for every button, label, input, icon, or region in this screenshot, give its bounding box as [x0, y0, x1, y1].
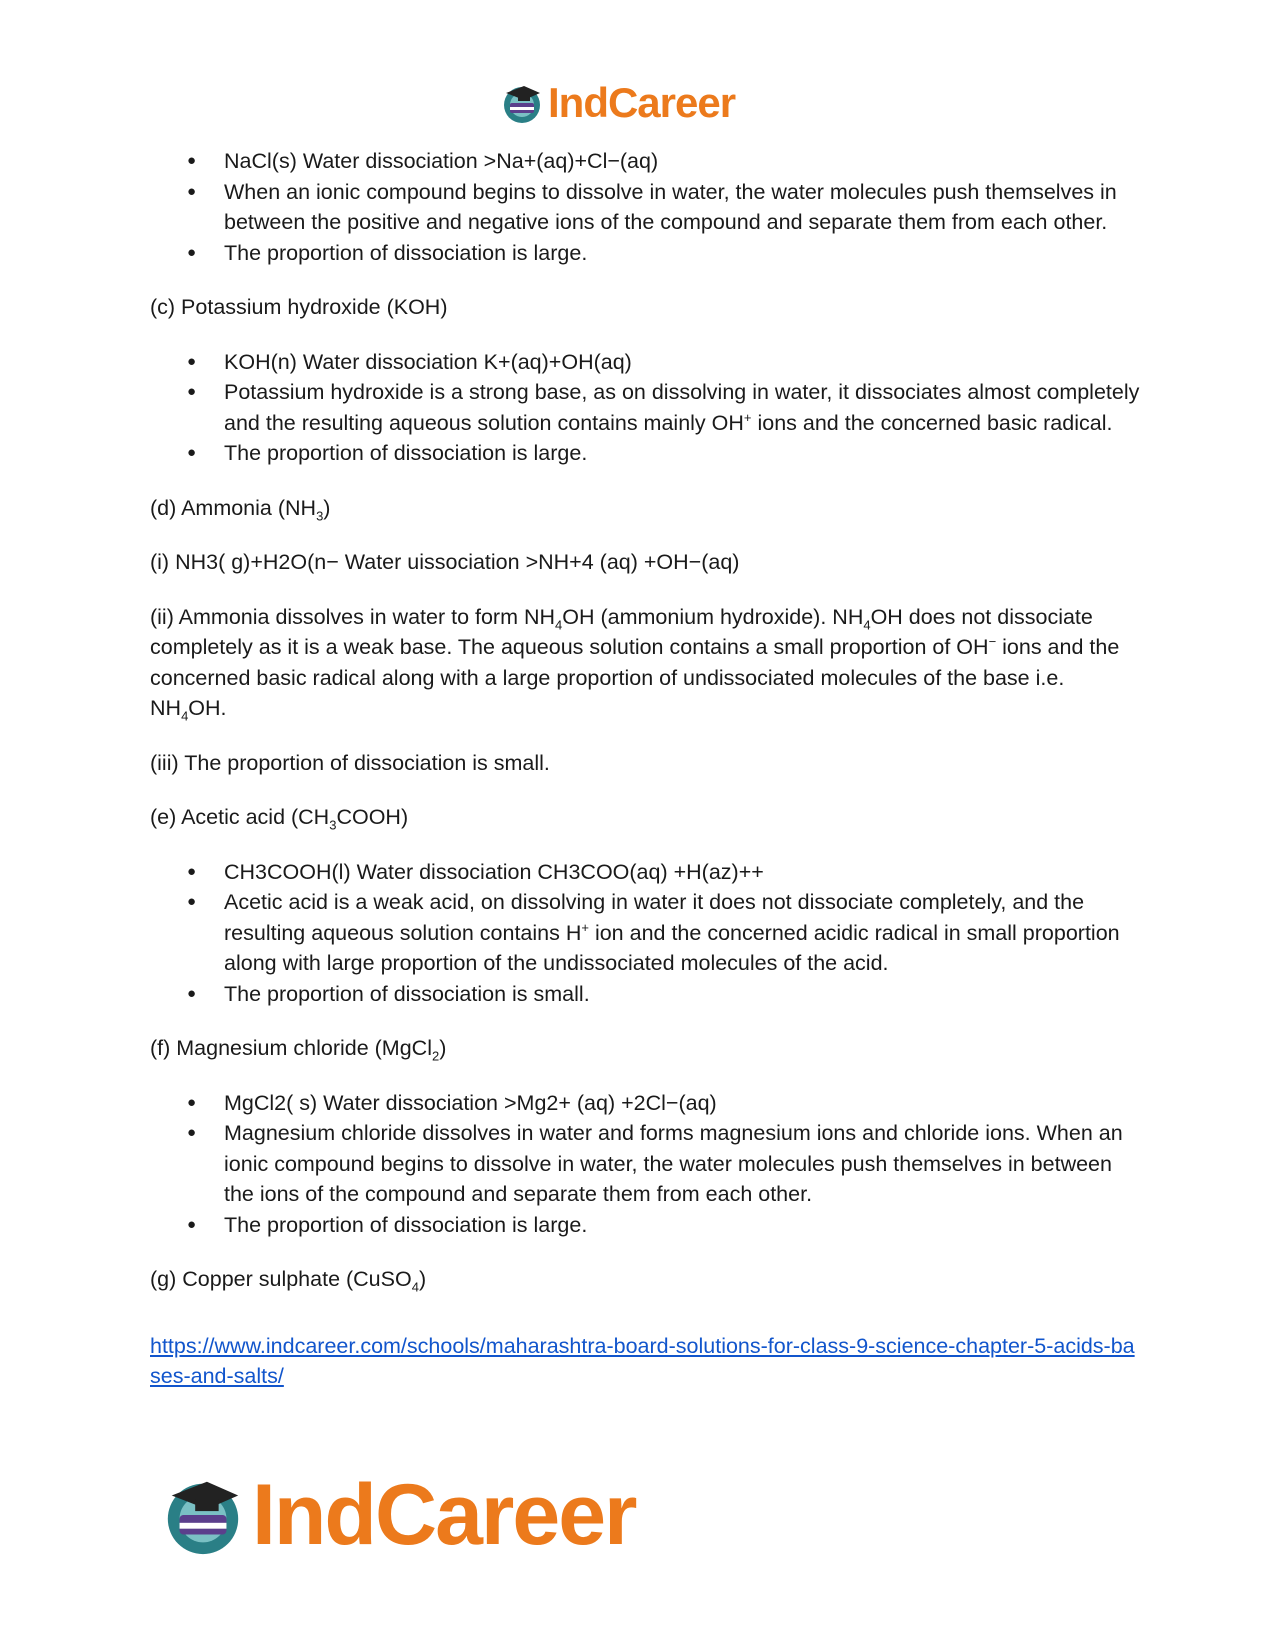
paragraph-d-i: (i) NH3( g)+H2O(n− Water uissociation >NH+4 (aq) +OH−(aq) — [150, 550, 740, 574]
list-item: ● Acetic acid is a weak acid, on dissolving in water it does not dissociate completely, and the resulting aqueous solution contains H+ ion and the concerned acidic radical in small proportion along with large proportion of the undissociated molecules of the acid. — [224, 887, 1140, 979]
dissociation-list-f — [150, 1088, 1140, 1241]
header-logo — [500, 78, 735, 128]
section-heading-c: (c) Potassium hydroxide (KOH) — [150, 295, 448, 319]
list-item: ● The proportion of dissociation is small. — [224, 979, 1140, 1010]
list-item: ● KOH(n) Water dissociation K+(aq)+OH(aq) — [224, 347, 1140, 378]
section-heading-f: (f) Magnesium chloride (MgCl$_2$) — [150, 1036, 447, 1064]
list-item: ● The proportion of dissociation is large. — [224, 238, 1140, 269]
graduation-globe-icon — [500, 81, 544, 125]
dissociation-list-e — [150, 857, 1140, 1010]
list-item: ● When an ionic compound begins to dissolve in water, the water molecules push themselves in between the positive and negative ions of the compound and separate them from each other. — [224, 177, 1140, 238]
source-link[interactable]: https://www.indcareer.com/schools/maharashtra-board-solutions-for-class-9-science-chapter-5-acids-bases-and-salts/ — [150, 1333, 1135, 1388]
graduation-globe-icon — [160, 1472, 246, 1558]
section-heading-d: (d) Ammonia $(NH_3)$ — [150, 495, 331, 523]
list-item: ● NaCl(s) Water dissociation >Na+(aq)+Cl−(aq) — [224, 146, 1140, 177]
section-heading-e: (e) Acetic acid $(CH_3COOH)$ — [150, 805, 409, 833]
footer-logo — [160, 1466, 636, 1563]
source-link-paragraph — [150, 1331, 1140, 1392]
logo-text: IndCareer — [252, 1466, 636, 1563]
list-item: ● Potassium hydroxide is a strong base, as on dissolving in water, it dissociates almost completely and the resulting aqueous solution contains mainly OH+ ions and the concerned basic radical. — [224, 377, 1140, 438]
document-body — [150, 146, 1140, 1392]
dissociation-list-c — [150, 347, 1140, 469]
list-item: ● Magnesium chloride dissolves in water and forms magnesium ions and chloride ions. When an ionic compound begins to dissolve in water, the water molecules push themselves in between the ions of the compound and separate them from each other. — [224, 1118, 1140, 1210]
list-item: ● The proportion of dissociation is large. — [224, 1210, 1140, 1241]
list-item: ● CH3COOH(l) Water dissociation CH3COO(aq) +H(az)++ — [224, 857, 1140, 888]
logo-text: IndCareer — [548, 79, 736, 126]
paragraph-d-iii: (iii) The proportion of dissociation is small. — [150, 750, 550, 775]
section-heading-g: (g) Copper sulphate (CuSO$_4$) — [150, 1267, 427, 1295]
list-item: ● The proportion of dissociation is large. — [224, 438, 1140, 469]
dissociation-list-b — [150, 146, 1140, 268]
paragraph-d-ii: (ii) Ammonia dissolves in water to form $NH_4OH$ (ammonium hydroxide). $NH_4OH$ does not dissociate completely as it is a weak base. The aqueous solution contains a small proportion of OH− ions and the concerned basic radical along with a large proportion of undissociated molecules of the base i.e. $NH_4OH$. — [150, 604, 1120, 724]
list-item: ● MgCl2( s) Water dissociation >Mg2+ (aq) +2Cl−(aq) — [224, 1088, 1140, 1119]
